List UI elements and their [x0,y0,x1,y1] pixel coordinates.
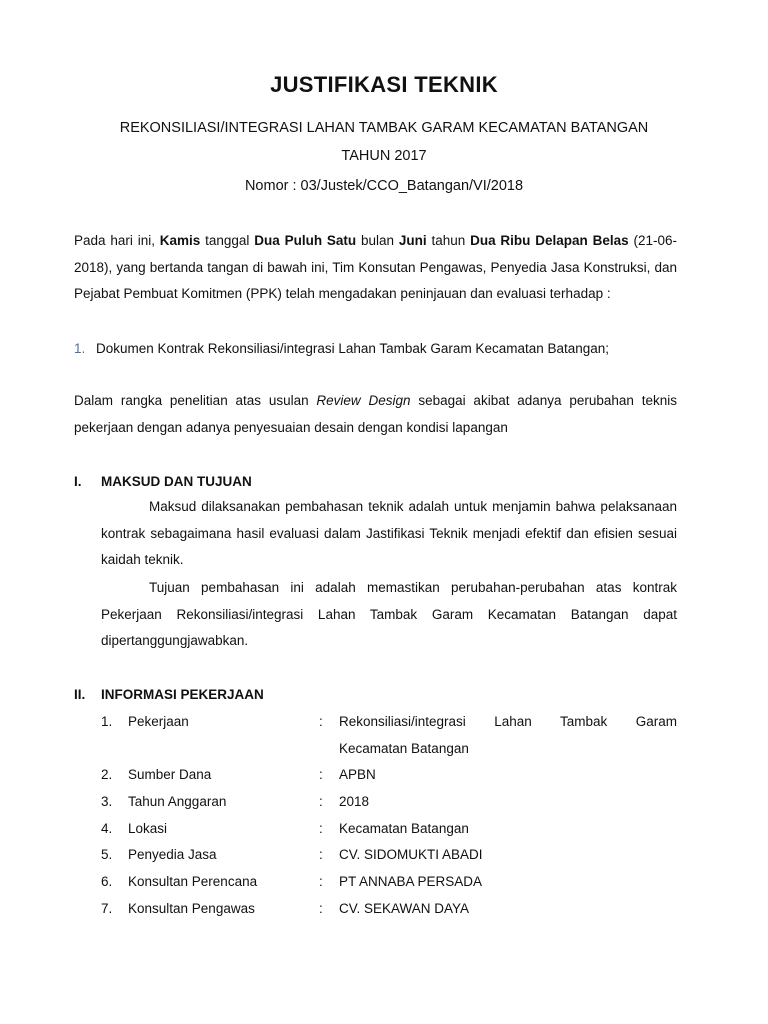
section-2-heading [74,685,264,705]
tujuan-text: Tujuan pembahasan ini adalah memastikan perubahan-perubahan atas kontrak Pekerjaan Rekonsiliasi/integrasi Lahan Tambak Garam Kecamatan Batangan dapat dipertanggungjawabkan. [101,580,677,648]
section-2-title: INFORMASI PEKERJAAN [101,687,264,702]
section-1-paragraph-tujuan [101,575,677,655]
info-row-value: PT ANNABA PERSADA [339,874,483,889]
info-row-label: Lokasi [128,821,168,836]
document-title: JUSTIFIKASI TEKNIK [270,72,498,97]
info-row-label: Sumber Dana [128,767,212,782]
review-design-term: Review Design [316,393,411,408]
info-row-label: Pekerjaan [128,714,189,729]
info-row-colon: : [319,874,323,889]
intro-date: Dua Puluh Satu [254,233,357,248]
info-row-colon: : [319,847,323,862]
info-row-label: Konsultan Perencana [128,874,258,889]
info-row-colon: : [319,794,323,809]
info-row-number: 4. [101,821,113,836]
review-paragraph [74,388,677,441]
info-row-value-line1: Rekonsiliasi/integrasi Lahan Tambak Garam [339,714,677,729]
info-row-label: Konsultan Pengawas [128,901,255,916]
intro-text: bulan [356,233,399,248]
info-row-value: CV. SEKAWAN DAYA [339,901,470,916]
review-text: sebagai akibat adanya perubahan teknis pekerjaan dengan adanya penyesuaian desain dengan kondisi lapangan [74,393,677,435]
info-row-number: 3. [101,794,113,809]
list-item [74,339,609,359]
info-row-value [339,712,677,759]
section-1-heading [74,472,252,492]
info-row-label: Penyedia Jasa [128,847,217,862]
info-row-number: 7. [101,901,113,916]
info-row-value: 2018 [339,794,370,809]
info-row-number: 1. [101,714,113,729]
intro-month: Juni [398,233,427,248]
intro-text: (21-06-2018), yang bertanda tangan di bawah ini, Tim Konsutan Pengawas, Penyedia Jasa Konstruksi, dan Pejabat Pembuat Komitmen (PPK) telah mengadakan peninjauan dan evaluasi terhadap : [74,233,677,301]
project-subtitle: REKONSILIASI/INTEGRASI LAHAN TAMBAK GARAM KECAMATAN BATANGAN [119,120,649,136]
section-2-numeral: II. [74,687,86,702]
info-row-value-line2: Kecamatan Batangan [339,741,469,756]
info-row-number: 5. [101,847,113,862]
section-1-numeral: I. [74,474,82,489]
info-row-value: Kecamatan Batangan [339,821,469,836]
intro-text: Pada hari ini, [74,233,160,248]
intro-text: tahun [426,233,471,248]
list-item-number: 1. [74,341,86,356]
info-row-colon: : [319,901,323,916]
intro-paragraph [74,228,677,308]
section-1-title: MAKSUD DAN TUJUAN [101,474,252,489]
info-row-number: 2. [101,767,113,782]
info-row-number: 6. [101,874,113,889]
intro-year: Dua Ribu Delapan Belas [470,233,629,248]
info-row-colon: : [319,767,323,782]
project-year: TAHUN 2017 [341,148,427,164]
intro-text: tanggal [200,233,255,248]
info-row-colon: : [319,821,323,836]
info-row-label: Tahun Anggaran [128,794,227,809]
intro-day: Kamis [159,233,201,248]
info-row-value: APBN [339,767,376,782]
document-number: Nomor : 03/Justek/CCO_Batangan/VI/2018 [244,178,524,194]
review-text: Dalam rangka penelitian atas usulan [74,393,317,408]
maksud-text: Maksud dilaksanakan pembahasan teknik adalah untuk menjamin bahwa pelaksanaan kontrak sebagaimana hasil evaluasi dalam Jastifikasi Teknik menjadi efektif dan efisien sesuai kaidah teknik. [101,499,677,567]
info-row-colon: : [319,714,323,729]
list-item-text: Dokumen Kontrak Rekonsiliasi/integrasi Lahan Tambak Garam Kecamatan Batangan; [96,341,610,356]
info-row-value: CV. SIDOMUKTI ABADI [339,847,483,862]
section-1-paragraph-maksud [101,494,677,574]
